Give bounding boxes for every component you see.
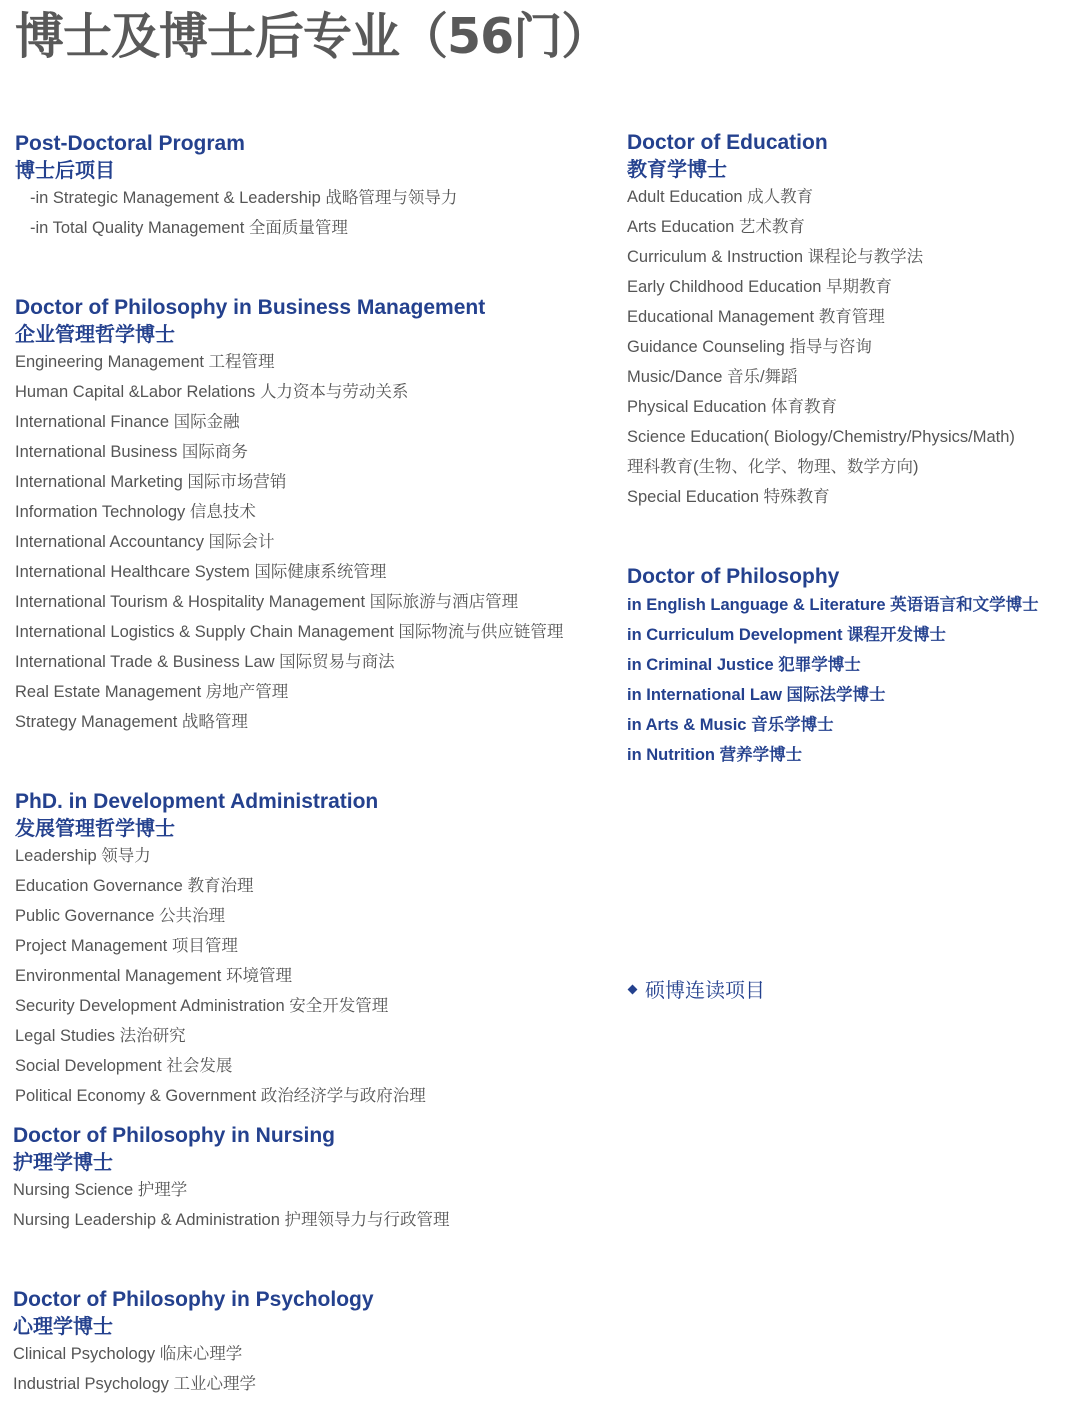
program-list <box>627 590 1039 770</box>
list-item: Strategy Management 战略管理 <box>15 713 248 731</box>
program-list <box>15 347 563 737</box>
list-item: International Accountancy 国际会计 <box>15 533 275 551</box>
program-list <box>15 841 426 1111</box>
list-item: Education Governance 教育治理 <box>15 877 254 895</box>
list-item: Legal Studies 法治研究 <box>15 1027 186 1045</box>
list-item: Project Management 项目管理 <box>15 937 238 955</box>
section-title-zh: 企业管理哲学博士 <box>15 322 175 346</box>
list-item: International Marketing 国际市场营销 <box>15 473 287 491</box>
list-item: in Criminal Justice 犯罪学博士 <box>627 656 861 674</box>
section-doctor-of-education <box>627 130 1015 512</box>
list-item: Engineering Management 工程管理 <box>15 353 275 371</box>
section-postdoc <box>15 131 457 243</box>
list-item: in Curriculum Development 课程开发博士 <box>627 626 947 644</box>
section-title-zh: 博士后项目 <box>15 158 115 182</box>
list-item: Industrial Psychology 工业心理学 <box>13 1375 256 1393</box>
program-list <box>13 1175 449 1235</box>
list-item: -in Total Quality Management 全面质量管理 <box>30 219 348 237</box>
list-item: Curriculum & Instruction 课程论与教学法 <box>627 248 924 266</box>
list-item: Guidance Counseling 指导与咨询 <box>627 338 872 356</box>
section-title-zh: 护理学博士 <box>13 1150 113 1174</box>
diamond-icon <box>628 985 638 995</box>
list-item: 理科教育(生物、化学、物理、数学方向) <box>627 458 919 476</box>
list-item: Human Capital &Labor Relations 人力资本与劳动关系 <box>15 383 409 401</box>
section-title-en: Doctor of Philosophy in Psychology <box>13 1288 374 1311</box>
list-item: Public Governance 公共治理 <box>15 907 225 925</box>
list-item: Leadership 领导力 <box>15 847 151 865</box>
section-title-en: Doctor of Philosophy in Nursing <box>13 1124 335 1147</box>
section-business-management <box>15 295 563 737</box>
section-title-en: PhD. in Development Administration <box>15 790 379 813</box>
list-item: International Trade & Business Law 国际贸易与商法 <box>15 653 395 671</box>
program-list <box>627 182 1015 512</box>
program-list <box>15 183 457 243</box>
list-item: in Nutrition 营养学博士 <box>627 746 803 764</box>
section-nursing <box>13 1123 449 1235</box>
combined-program-label: 硕博连读项目 <box>645 978 765 1002</box>
list-item: International Finance 国际金融 <box>15 413 240 431</box>
list-item: International Healthcare System 国际健康系统管理 <box>15 563 387 581</box>
list-item: Security Development Administration 安全开发管理 <box>15 997 389 1015</box>
list-item: Nursing Science 护理学 <box>13 1181 188 1199</box>
section-doctor-of-philosophy <box>627 564 1039 770</box>
list-item: Special Education 特殊教育 <box>627 488 830 506</box>
list-item: Adult Education 成人教育 <box>627 188 814 206</box>
list-item: Social Development 社会发展 <box>15 1057 233 1075</box>
list-item: Physical Education 体育教育 <box>627 398 837 416</box>
list-item: Arts Education 艺术教育 <box>627 218 805 236</box>
section-title-en: Doctor of Philosophy <box>627 565 840 588</box>
section-psychology <box>13 1287 374 1399</box>
section-title-zh: 心理学博士 <box>13 1314 113 1338</box>
list-item: Clinical Psychology 临床心理学 <box>13 1345 243 1363</box>
list-item: Early Childhood Education 早期教育 <box>627 278 893 296</box>
section-development-administration <box>15 789 426 1111</box>
list-item: Real Estate Management 房地产管理 <box>15 683 289 701</box>
page-title: 博士及博士后专业（56门） <box>15 8 610 65</box>
section-title-zh: 发展管理哲学博士 <box>15 816 175 840</box>
program-list <box>13 1339 374 1399</box>
list-item: in Arts & Music 音乐学博士 <box>627 716 834 734</box>
section-title-en: Doctor of Education <box>627 131 828 154</box>
section-title-en: Doctor of Philosophy in Business Management <box>15 296 486 319</box>
list-item: International Logistics & Supply Chain Management 国际物流与供应链管理 <box>15 623 564 641</box>
list-item: -in Strategic Management & Leadership 战略管理与领导力 <box>30 189 458 207</box>
list-item: Educational Management 教育管理 <box>627 308 885 326</box>
list-item: Music/Dance 音乐/舞蹈 <box>627 368 798 386</box>
list-item: Political Economy & Government 政治经济学与政府治理 <box>15 1087 426 1105</box>
list-item: in English Language & Literature 英语语言和文学博士 <box>627 596 1039 614</box>
list-item: in International Law 国际法学博士 <box>627 686 886 704</box>
list-item: International Business 国际商务 <box>15 443 248 461</box>
list-item: Information Technology 信息技术 <box>15 503 256 521</box>
list-item: International Tourism & Hospitality Management 国际旅游与酒店管理 <box>15 593 519 611</box>
list-item: Environmental Management 环境管理 <box>15 967 292 985</box>
section-title-zh: 教育学博士 <box>627 157 727 181</box>
list-item: Nursing Leadership & Administration 护理领导力与行政管理 <box>13 1211 450 1229</box>
section-title-en: Post-Doctoral Program <box>15 132 245 155</box>
combined-program-link[interactable] <box>627 975 765 1005</box>
list-item: Science Education( Biology/Chemistry/Physics/Math) <box>627 428 1015 446</box>
